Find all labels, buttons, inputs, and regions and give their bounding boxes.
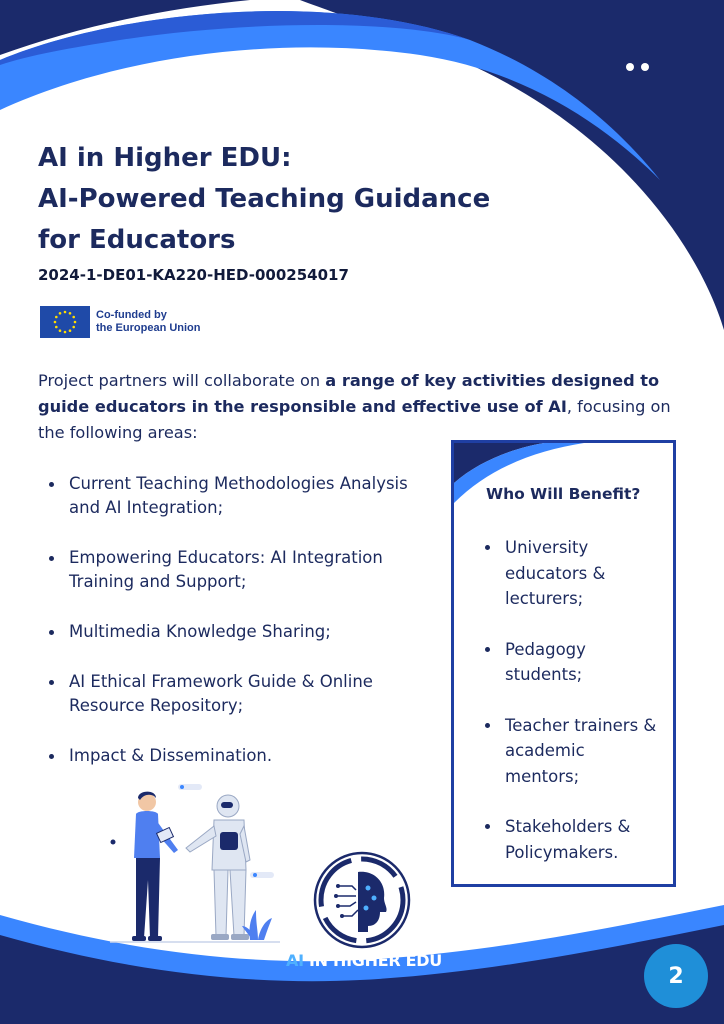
activities-list <box>48 472 418 794</box>
eu-flag-icon <box>40 306 90 338</box>
logo-wordmark <box>286 951 442 970</box>
list-item: Current Teaching Methodologies Analysis and AI Integration; <box>48 472 418 520</box>
intro-text-bold: a range of key activities designed to guide educators in the responsible and effective use of AI <box>38 371 660 416</box>
list-item: University educators & lecturers; <box>484 535 664 612</box>
project-code: 2024-1-DE01-KA220-HED-000254017 <box>38 266 349 284</box>
benefit-panel <box>451 440 676 887</box>
funding-line-1: Co-funded by <box>96 309 167 321</box>
title-line: AI-Powered Teaching Guidance <box>38 184 491 214</box>
page-title <box>38 138 558 261</box>
page-number-badge: 2 <box>644 944 708 1008</box>
decorative-dots <box>626 63 649 71</box>
benefit-list <box>484 535 664 887</box>
intro-text-start: Project partners will collaborate on <box>38 371 326 390</box>
list-item: Pedagogy students; <box>484 637 664 688</box>
eu-funding-badge <box>40 306 201 338</box>
dot <box>641 63 649 71</box>
list-item: Multimedia Knowledge Sharing; <box>48 620 418 644</box>
list-item: AI Ethical Framework Guide & Online Resource Repository; <box>48 670 418 718</box>
handshake-robot-illustration <box>100 780 290 950</box>
list-item: Empowering Educators: AI Integration Training and Support; <box>48 546 418 594</box>
list-item: Stakeholders & Policymakers. <box>484 814 664 865</box>
ai-head-circuit-icon <box>312 850 412 950</box>
title-line: for Educators <box>38 225 236 255</box>
title-line: AI in Higher EDU: <box>38 143 292 173</box>
intro-text-end: , focusing on the following areas: <box>38 397 671 442</box>
list-item: Teacher trainers & academic mentors; <box>484 713 664 790</box>
benefit-title: Who Will Benefit? <box>486 485 641 503</box>
funding-line-2: the European Union <box>96 322 201 334</box>
logo-rest-text: IN HIGHER EDU <box>303 951 442 970</box>
list-item: Impact & Dissemination. <box>48 744 418 768</box>
intro-paragraph <box>38 368 683 446</box>
dot <box>626 63 634 71</box>
logo-ai-text: AI <box>286 951 304 970</box>
